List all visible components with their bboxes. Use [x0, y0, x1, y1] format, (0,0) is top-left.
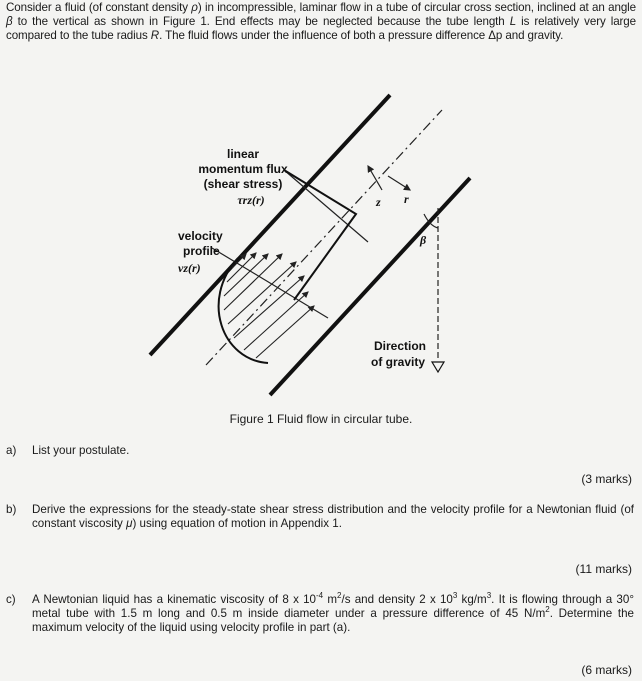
- figure-caption: Figure 1 Fluid flow in circular tube.: [229, 412, 413, 426]
- label-direction: Direction: [373, 339, 427, 353]
- r-axis-arrow: [388, 176, 410, 190]
- label-linear: linear: [226, 147, 260, 161]
- label-z: z: [376, 195, 381, 209]
- question-b-marks: (11 marks): [575, 562, 632, 576]
- tube-diagram-svg: [0, 84, 642, 404]
- label-profile: profile: [183, 244, 220, 258]
- question-b-text: Derive the expressions for the steady-state shear stress distribution and the velocity profile for a Newtonian fluid (of constant viscosity μ) using equation of motion in Appendix 1.: [32, 503, 634, 530]
- label-r: r: [404, 192, 409, 206]
- shear-stress-profile: [284, 170, 356, 300]
- question-c-marks: (6 marks): [581, 663, 632, 677]
- question-a-marks: (3 marks): [581, 472, 632, 486]
- question-c: [0, 593, 642, 653]
- cross-section-upper: [284, 170, 368, 242]
- z-axis-arrow: [368, 166, 382, 190]
- question-c-text: A Newtonian liquid has a kinematic viscosity of 8 x $10^{-4}$ $m^2/s$ and density 2 x $10^3$ $kg/m^3$. It is flowing through a 30° metal tube with 1.5 m long and 0.5 m inside diameter under a pressure difference of 45 $N/m^2$. Determine the maximum velocity of the liquid using velocity profile in part (a).: [32, 591, 635, 634]
- question-c-letter: c): [6, 593, 16, 606]
- figure-1-tube-diagram: [0, 84, 642, 404]
- label-velocity: velocity: [178, 229, 223, 243]
- question-a-text: List your postulate.: [32, 444, 130, 457]
- label-vz: vz(r): [178, 261, 201, 275]
- label-shear-stress: (shear stress): [203, 177, 283, 191]
- tube-wall-upper: [150, 95, 390, 355]
- label-momentum-flux: momentum flux: [198, 162, 288, 176]
- label-tau-rz: τrz(r): [237, 193, 265, 207]
- question-a-letter: a): [6, 444, 17, 457]
- gravity-arrowhead: [432, 362, 444, 372]
- problem-statement: Consider a fluid (of constant density ρ) in incompressible, laminar flow in a tube of circular cross section, inclined at an angle β to the vertical as shown in Figure 1. End effects may be neglected because the tube length L is relatively very large compared to the tube radius R. The fluid flows under the influence of both a pressure difference Δp and gravity.: [6, 1, 637, 42]
- question-b-letter: b): [6, 503, 17, 516]
- cross-section-lower: [212, 248, 328, 318]
- label-of-gravity: of gravity: [370, 355, 426, 369]
- question-b: [0, 503, 642, 547]
- label-beta: β: [420, 233, 427, 247]
- velocity-arrows: [224, 253, 314, 358]
